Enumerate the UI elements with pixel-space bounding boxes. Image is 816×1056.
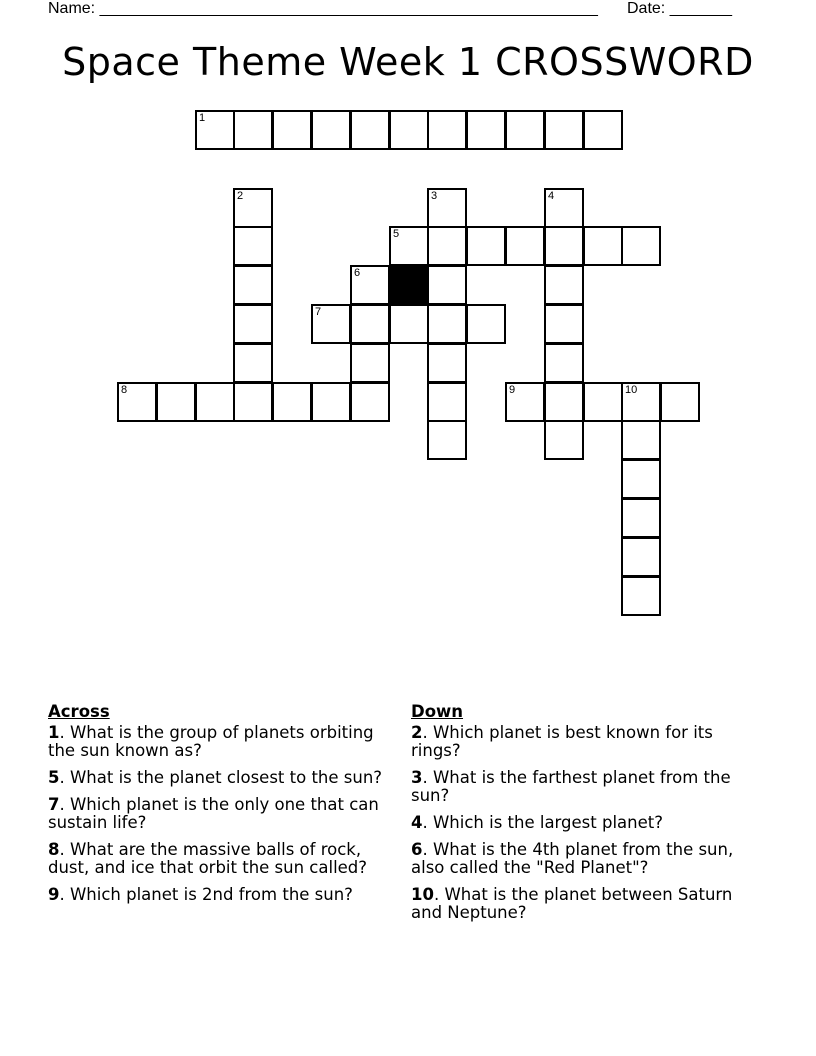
down-clues — [411, 702, 756, 931]
grid-cell[interactable] — [466, 226, 506, 266]
grid-cell[interactable] — [544, 110, 584, 150]
date-line: Date: _______ — [627, 0, 732, 17]
clue-text: Which planet is the only one that can sustain life? — [48, 795, 379, 832]
grid-cell[interactable] — [621, 459, 661, 499]
clue-number-label: 5 — [393, 228, 400, 240]
grid-cell[interactable] — [427, 110, 467, 150]
grid-cell[interactable] — [427, 420, 467, 460]
grid-cell[interactable] — [350, 304, 390, 344]
clue-number-label: 7 — [315, 306, 322, 318]
grid-cell[interactable] — [350, 382, 390, 422]
clue-text: Which is the largest planet? — [432, 813, 663, 832]
clue-number: 3 — [411, 768, 423, 787]
grid-cell[interactable] — [583, 382, 623, 422]
grid-cell[interactable] — [350, 343, 390, 383]
clue-number: 10 — [411, 885, 434, 904]
grid-cell[interactable] — [621, 226, 661, 266]
grid-cell[interactable] — [427, 188, 467, 228]
clue-text: What is the planet between Saturn and Neptune? — [411, 885, 733, 922]
grid-cell[interactable] — [544, 382, 584, 422]
across-clue: 7. Which planet is the only one that can sustain life? — [48, 795, 379, 832]
grid-cell[interactable] — [195, 110, 235, 150]
grid-cell[interactable] — [350, 110, 390, 150]
clue-text: Which planet is best known for its rings? — [411, 723, 713, 760]
across-clues — [48, 702, 388, 913]
down-clue: 3. What is the farthest planet from the sun? — [411, 768, 731, 805]
grid-cell[interactable] — [621, 498, 661, 538]
grid-cell[interactable] — [233, 343, 273, 383]
across-clue: 1. What is the group of planets orbiting the sun known as? — [48, 723, 374, 760]
grid-cell[interactable] — [621, 382, 661, 422]
grid-cell[interactable] — [466, 110, 506, 150]
grid-cell[interactable] — [544, 343, 584, 383]
clue-number: 5 — [48, 768, 60, 787]
grid-cell[interactable] — [505, 110, 545, 150]
across-heading: Across — [48, 702, 110, 721]
clue-text: What is the planet closest to the sun? — [69, 768, 383, 787]
down-clue: 6. What is the 4th planet from the sun, also called the "Red Planet"? — [411, 840, 734, 877]
across-clue: 8. What are the massive balls of rock, dust, and ice that orbit the sun called? — [48, 840, 368, 877]
grid-cell[interactable] — [389, 226, 429, 266]
across-clue: 9. Which planet is 2nd from the sun? — [48, 885, 353, 904]
grid-cell[interactable] — [660, 382, 700, 422]
clue-text: What is the farthest planet from the sun? — [411, 768, 731, 805]
clue-number: 8 — [48, 840, 60, 859]
grid-cell[interactable] — [272, 110, 312, 150]
clue-number-label: 4 — [548, 190, 555, 202]
across-clue: 5. What is the planet closest to the sun? — [48, 768, 383, 787]
name-line: Name: ________________________________________________________ — [48, 0, 598, 17]
clue-number: 9 — [48, 885, 60, 904]
clue-text: Which planet is 2nd from the sun? — [69, 885, 353, 904]
clue-number: 4 — [411, 813, 423, 832]
grid-cell[interactable] — [350, 265, 390, 305]
page-title: Space Theme Week 1 CROSSWORD — [62, 40, 754, 84]
grid-cell[interactable] — [233, 304, 273, 344]
clue-text: What is the 4th planet from the sun, also called the "Red Planet"? — [411, 840, 734, 877]
grid-cell[interactable] — [233, 265, 273, 305]
grid-cell[interactable] — [311, 110, 351, 150]
grid-cell[interactable] — [466, 304, 506, 344]
grid-cell[interactable] — [233, 188, 273, 228]
grid-cell[interactable] — [311, 382, 351, 422]
clue-number-label: 1 — [199, 112, 206, 124]
grid-cell[interactable] — [389, 110, 429, 150]
grid-cell[interactable] — [233, 110, 273, 150]
grid-cell[interactable] — [389, 304, 429, 344]
clue-number-label: 9 — [509, 384, 516, 396]
black-cell — [389, 265, 429, 305]
grid-cell[interactable] — [272, 382, 312, 422]
grid-cell[interactable] — [544, 265, 584, 305]
grid-cell[interactable] — [427, 265, 467, 305]
grid-cell[interactable] — [544, 304, 584, 344]
clue-number: 1 — [48, 723, 60, 742]
grid-cell[interactable] — [195, 382, 235, 422]
grid-cell[interactable] — [505, 382, 545, 422]
grid-cell[interactable] — [544, 420, 584, 460]
grid-cell[interactable] — [427, 226, 467, 266]
grid-cell[interactable] — [427, 382, 467, 422]
clue-text: What is the group of planets orbiting the sun known as? — [48, 723, 374, 760]
clue-number-label: 2 — [237, 190, 244, 202]
down-clue: 2. Which planet is best known for its rings? — [411, 723, 713, 760]
clue-number: 2 — [411, 723, 423, 742]
grid-cell[interactable] — [544, 188, 584, 228]
down-heading: Down — [411, 702, 464, 721]
down-clue: 4. Which is the largest planet? — [411, 813, 663, 832]
clue-number-label: 6 — [354, 267, 361, 279]
grid-cell[interactable] — [233, 382, 273, 422]
down-clue: 10. What is the planet between Saturn and Neptune? — [411, 885, 733, 922]
grid-cell[interactable] — [621, 576, 661, 616]
grid-cell[interactable] — [311, 304, 351, 344]
clue-number: 6 — [411, 840, 423, 859]
grid-cell[interactable] — [117, 382, 157, 422]
clue-number: 7 — [48, 795, 60, 814]
grid-cell[interactable] — [583, 110, 623, 150]
clue-text: What are the massive balls of rock, dust, and ice that orbit the sun called? — [48, 840, 368, 877]
clue-number-label: 10 — [625, 384, 638, 396]
clue-number-label: 3 — [431, 190, 438, 202]
clue-number-label: 8 — [121, 384, 128, 396]
grid-cell[interactable] — [233, 226, 273, 266]
grid-cell[interactable] — [427, 304, 467, 344]
grid-cell[interactable] — [156, 382, 196, 422]
grid-cell[interactable] — [544, 226, 584, 266]
grid-cell[interactable] — [621, 537, 661, 577]
grid-cell[interactable] — [621, 420, 661, 460]
grid-cell[interactable] — [583, 226, 623, 266]
grid-cell[interactable] — [505, 226, 545, 266]
grid-cell[interactable] — [427, 343, 467, 383]
